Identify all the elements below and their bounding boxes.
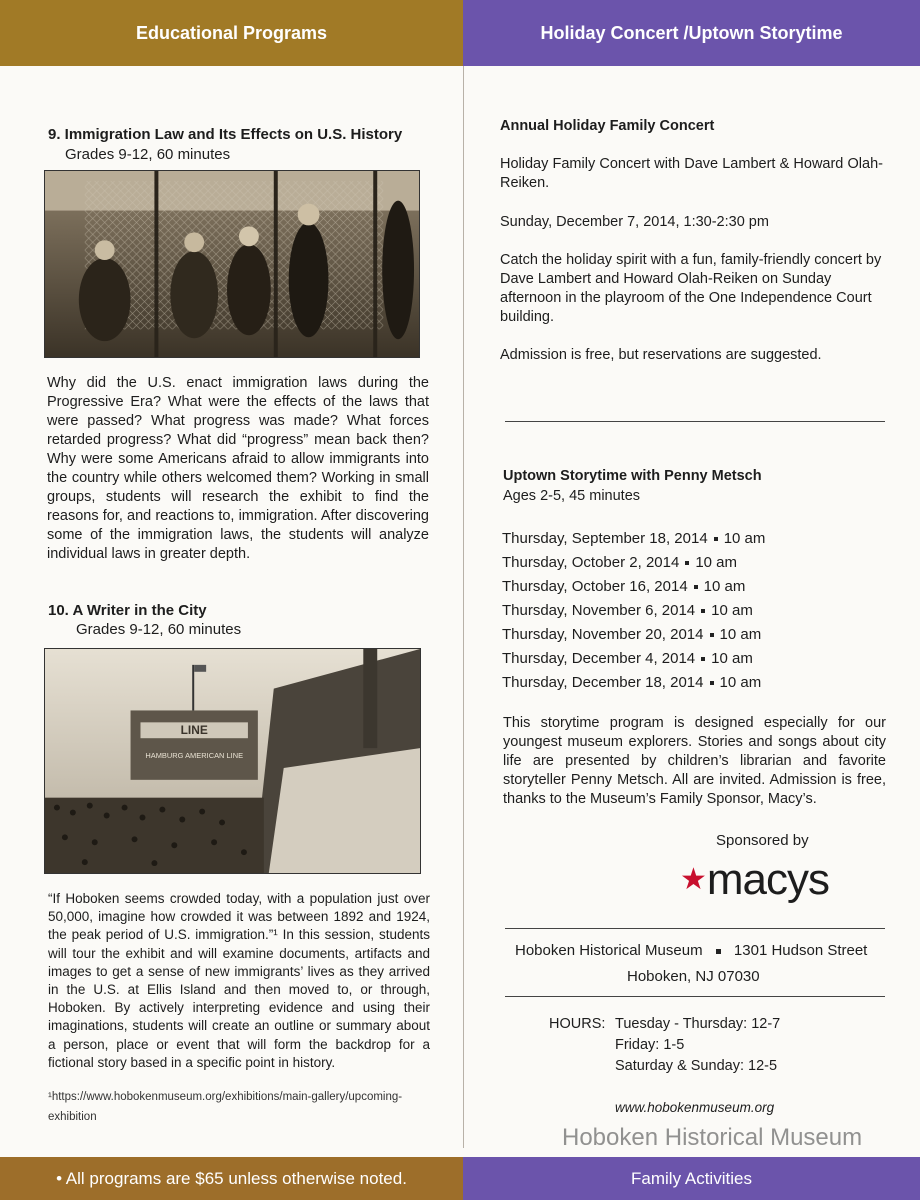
storytime-title: Uptown Storytime with Penny Metsch [503, 468, 762, 484]
hours-label: HOURS: [549, 1016, 606, 1032]
storytime-date-item: Thursday, November 20, 2014 10 am [502, 626, 762, 643]
photo-sign-hamburg: HAMBURG AMERICAN LINE [145, 751, 244, 761]
header-holiday-storytime: Holiday Concert /Uptown Storytime [463, 0, 920, 66]
address-bottom-rule [505, 996, 885, 997]
hours-weekday: Tuesday - Thursday: 12-7 [615, 1016, 781, 1032]
watermark: Hoboken Historical Museum [562, 1124, 863, 1151]
museum-website-link[interactable]: www.hobokenmuseum.org [615, 1100, 775, 1115]
footer-pricing-note: • All programs are $65 unless otherwise noted. [0, 1157, 463, 1200]
footer-family-activities: Family Activities [463, 1157, 920, 1200]
concert-admission: Admission is free, but reservations are suggested. [500, 347, 822, 363]
address-top-rule [505, 928, 885, 929]
program-9-description: Why did the U.S. enact immigration laws during the Progressive Era? What were the effects of the laws that were passed? What progress was made? What forces retarded progress? What did “progress” mean back then? Why were some Americans afraid to allow immigrants into the country while others welcomed them? Working in small groups, students will research the exhibit to find the reasons for, and reactions to, immigration. After discovering some of the immigration laws, the students will analyze individual laws in greater depth. [47, 375, 429, 562]
macys-logo [680, 855, 830, 904]
concert-subtitle: Holiday Family Concert with Dave Lambert & Howard Olah-Reiken. [500, 156, 883, 191]
museum-name: Hoboken Historical Museum [515, 942, 703, 959]
header-educational-programs: Educational Programs [0, 0, 463, 66]
storytime-date-item: Thursday, September 18, 2014 10 am [502, 530, 766, 547]
museum-street: 1301 Hudson Street [733, 942, 868, 959]
storytime-subtitle: Ages 2-5, 45 minutes [503, 488, 641, 504]
address-bullet [716, 949, 721, 954]
storytime-date-item: Thursday, December 4, 2014 10 am [502, 650, 753, 667]
storytime-date-item: Thursday, October 16, 2014 10 am [502, 578, 746, 595]
storytime-dates [502, 527, 765, 695]
concert-date: Sunday, December 7, 2014, 1:30-2:30 pm [500, 214, 769, 230]
storytime-description: This storytime program is designed especially for our youngest museum explorers. Stories and songs about city life are presented by children’s librarian and favorite storyteller Penny Metsch. All are invited. Admission is free, thanks to the Museum’s Family Sponsor, Macy’s. [503, 715, 886, 807]
hamburg-american-line-photo [44, 648, 421, 874]
macys-star-icon: ★ [680, 863, 707, 896]
museum-address-line [515, 942, 867, 959]
storytime-date-item: Thursday, November 6, 2014 10 am [502, 602, 753, 619]
program-9-title: 9. Immigration Law and Its Effects on U.S. History [48, 126, 403, 143]
program-10-subtitle: Grades 9-12, 60 minutes [76, 621, 242, 638]
concert-title: Annual Holiday Family Concert [500, 118, 715, 134]
hours-friday: Friday: 1-5 [615, 1037, 685, 1053]
museum-city: Hoboken, NJ 07030 [627, 968, 760, 985]
hours-weekend: Saturday & Sunday: 12-5 [615, 1058, 778, 1074]
storytime-date-item: Thursday, December 18, 2014 10 am [502, 674, 762, 691]
concert-description: Catch the holiday spirit with a fun, family-friendly concert by Dave Lambert and Howard Olah-Reiken on Sunday afternoon in the playroom of the One Independence Court building. [500, 252, 882, 325]
column-divider [463, 66, 464, 1148]
program-10-footnote: ¹https://www.hobokenmuseum.org/exhibitions/main-gallery/upcoming-exhibition [48, 1091, 403, 1123]
program-10-title: 10. A Writer in the City [48, 602, 207, 619]
section-divider [505, 421, 885, 422]
program-9-subtitle: Grades 9-12, 60 minutes [65, 146, 231, 163]
photo-sign-line: LINE [180, 723, 208, 738]
storytime-date-item: Thursday, October 2, 2014 10 am [502, 554, 738, 571]
sponsored-by-label: Sponsored by [716, 832, 809, 849]
program-10-description: “If Hoboken seems crowded today, with a population just over 50,000, imagine how crowded it was between 1892 and 1924, the peak period of U.S. immigration.”¹ In this session, students will tour the exhibit and will examine documents, artifacts and images to get a sense of new immigrants’ lives as they arrived in the U.S. at Ellis Island and then moved to, or through, Hoboken. By actively interpreting evidence and using their imaginations, students will create an outline or summary about a person, place or event that will form the backdrop for a fictional story based in a specific point in history. [48, 891, 430, 1070]
ellis-island-photo [44, 170, 420, 358]
macys-wordmark: macys [706, 855, 830, 904]
